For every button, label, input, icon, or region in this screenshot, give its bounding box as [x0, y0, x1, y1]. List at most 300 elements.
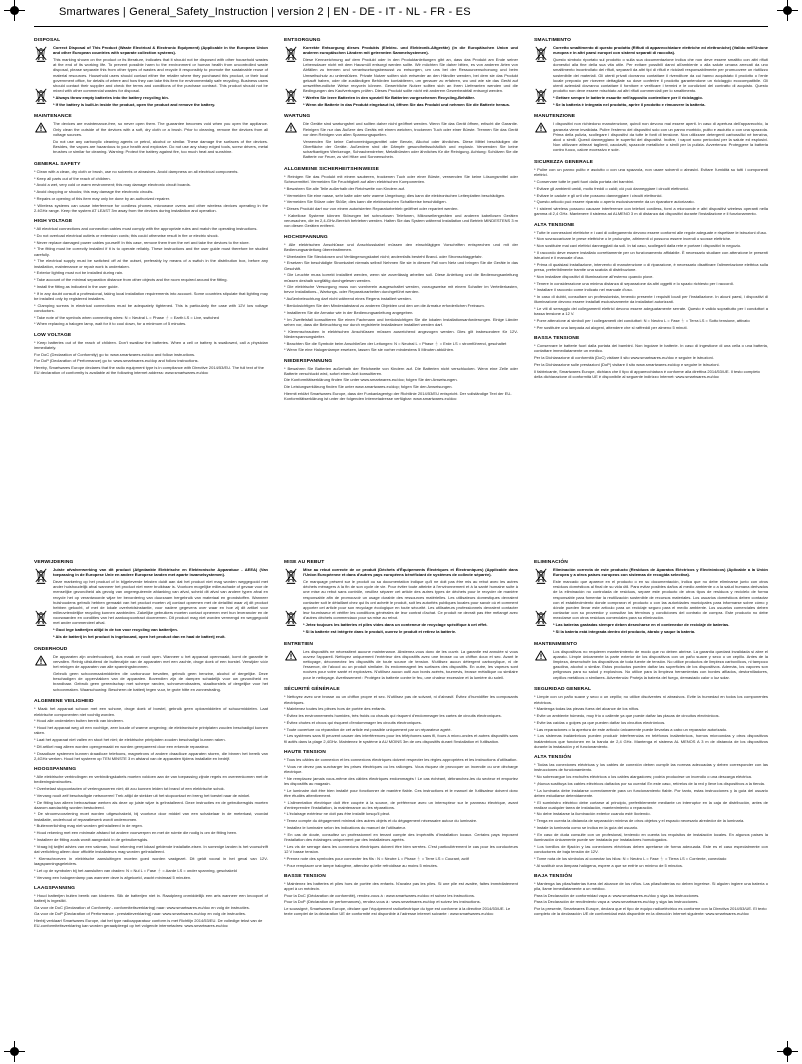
bullet-item: * Avoid a wet, very cold or warm environment; this may damage electronic circuit boards.: [34, 182, 191, 188]
text-column: [34, 169, 268, 213]
bullet-item: * The electrical supply must be switched off at the outset, preferably by means of a switch in the distribution box, before any installation, maintenance or repair work is undertaken.: [34, 258, 268, 269]
weee-bin-icon: [285, 568, 297, 584]
content-row-languages-en-de-it: [34, 38, 768, 403]
section-heading: ENTSORGUNG: [284, 38, 321, 43]
bullet-item: * Évitez chutes et chocs qui risquent d'endommager les circuits électroniques.: [284, 719, 422, 725]
weee-bin-icon: [35, 568, 47, 584]
bullet-item: * Evite las caídas o golpes ya que pueden dañar los circuitos electrónicos.: [534, 719, 666, 725]
section-body: [284, 121, 518, 161]
battery-recycling-bin-icon: [285, 88, 297, 104]
bullet-item: * Draadloze systemen kunnen draadloze telefoons, magnetrons of andere draadloze apparaten storen, die binnen het bereik van 2,4GHz werken. Houd het systeem op TEN MINSTE 3 m afstand van de apparaten tijdens installatie en bedrijf.: [34, 750, 268, 761]
bullet-item: * Evite un ambiente húmedo, muy frío o caliente ya que puede dañar las placas de circuitos electrónicos.: [534, 713, 720, 719]
bullet-item: * Maintenez les batteries et piles hors de portée des enfants. N'avalez pas les piles. Si une pile est avalée, faites immédiatement appel à un médecin.: [284, 880, 518, 891]
section-body: [284, 649, 518, 682]
section-heading: MAINTENANCE: [34, 114, 72, 120]
section-entsorgung: [284, 38, 518, 108]
section-heading: HAUTE TENSION: [284, 749, 326, 755]
content-row-languages-nl-fr-es: [34, 560, 768, 930]
icon-column: [534, 649, 548, 682]
section-body: [534, 230, 768, 331]
section-heading: HOCHSPANNUNG: [284, 234, 328, 240]
bullet-item: * Kabellose Systeme können Störungen bei schnurlosen Telefonen, Mikrowellengeräten und anderen kabellosen Geräten verursachen, die im 2,4-GHz-Bereich betrieben werden. Halten Sie das System während Installation und Betrieb MINDESTENS 3 m von diesen Geräten entfernt.: [284, 213, 518, 229]
section-heading: BASSA TENSIONE: [534, 336, 580, 342]
bullet-item: * Non sovraccaricare le prese elettriche o le prolunghe, altrimenti ci possono essere incendi o scosse elettriche.: [534, 236, 732, 242]
body-paragraph: Questo simbolo riportato sul prodotto o sulla sua documentazione indica che non deve essere smaltito con altri rifiuti domestici alla fine della sua vita utile. Per evitare possibili danni all'ambiente o alla salute umana arrecati da uno smaltimento incontrollato dei rifiuti, separarli da altri tipi di rifiuti e riciclarli responsabilmente per promuovere un riutilizzo sostenibile dei materiali. Gli utenti privati dovranno contattare il rivenditore da cui hanno acquistato il prodotto o l'ente locale preposto per ricevere dettagliate su dove conferire il prodotto garantendone un riciclaggio ecocompatibile. Gli utenti aziendali dovranno contattare il fornitore e verificare i termini e le condizioni del contratto di acquisto. Questo prodotto non deve essere mischiato ad altri rifiuti commerciali per lo smaltimento.: [553, 56, 768, 94]
section-heading: BAJA TENSIÓN: [534, 873, 573, 879]
language-block-fr: [284, 560, 518, 918]
body-paragraph: For DoP (Declaration of Performance) go to: www.smartwares.eu/dop and follow instructions.: [34, 358, 199, 364]
section-heading: DISPOSAL: [34, 38, 61, 43]
bullet-item: * Die Leuchte muss korrekt installiert werden, wenn sie zuverlässig arbeiten soll. Diese Anleitung und die Bedienungsanleitung müssen deshalb sorgfältig durchgelesen werden.: [284, 272, 518, 283]
section-body: [284, 567, 518, 636]
section-heading: ENTRETIEN: [284, 641, 314, 647]
section-heading: ALGEMENE VEILIGHEID: [34, 699, 94, 705]
bullet-item: * Installez le luminaire selon les indications du manuel de l'utilisateur.: [284, 825, 406, 831]
text-column: [553, 121, 768, 154]
bullet-item: * Prima di qualsiasi installazione, intervento di manutenzione o di riparazione, è necessario disattivare l'alimentazione elettrica sulla presa, preferibilmente tramite una scatola di distribuzione.: [534, 261, 768, 273]
bullet-item: * Maak het apparaat schoon met een schone, droge doek of borstel, gebruik geen oplosmiddelen of schuurmiddelen. Laat elektrische componenten niet vochtig worden.: [34, 706, 268, 717]
icon-column: [34, 654, 48, 694]
bullet-item: * Reinigen Sie das Produkt mit einem sauberen, trockenen Tuch oder einer Bürste, verwenden Sie keine Lösungsmittel oder Scheuermittel. Vermeiden Sie Feuchtigkeit auf allen elektrischen Komponenten.: [284, 173, 518, 185]
body-paragraph: I dispositivi non richiedono manutenzione, quindi non devono mai essere aperti. In caso di apertura dell'apparecchio, la garanzia viene invalidata. Pulire l'esterno dei dispositivi solo con un panno morbido, pulito e asciutto o con una spazzola. Prima della pulizia, scollegare i dispositivi da tutte le fonti di tensione. Non utilizzare detergenti carbossilici né benzina, alcol o simili. Questi danneggiano le superfici dei dispositivi. Inoltre, i vapori sono pericolosi per la salute ed esplosivi. Non utilizzare attrezzi taglienti, cacciaviti, spazzole metalliche o simili per la pulizia. Avvertenza: Proteggere la batteria contro fuoco, calore eccessivo e sole.: [553, 121, 768, 153]
bullet-item: * Ersetzen Sie beschädigte Stromkabel niemals selbst! Nehmen Sie sie in diesem Fall vom Netz und bringen Sie die Geräte in das Geschäft.: [284, 260, 518, 271]
header-rule: [34, 26, 768, 27]
body-paragraph: Die Leistungserklärung finden Sie unter www.smartwares.eu/dop; folgen Sie den Anweisungen.: [284, 384, 453, 390]
battery-recycling-bin-icon: [35, 88, 47, 104]
bullet-item: * The fitting must be correctly installed if it is to operate reliably. These instructions and the user guide must therefore be studied carefully.: [34, 246, 268, 257]
text-column: [534, 694, 768, 749]
bullet-item: * Los sistemas inalámbricos pueden producir interferencias en teléfonos inalámbricos, hornos microondas y otros dispositivos inalámbricos que funcionen en la banda de 2,4 GHz. Mantenga el sistema AL MENOS A 3 m de distancia de los dispositivos durante la instalación y el funcionamiento.: [534, 733, 768, 749]
bullet-item: * Klemmschrauben in elektrischen Anschlüssen müssen ausreichend angezogen werden. Dies gilt insbesondere für 12V-Niederspannungsleiter.: [284, 328, 518, 339]
body-paragraph: Deze markering op het product of in bijgeleverde teksten duidt aan dat het product niet mag worden weggegooid met ander huishoudelijk afval wanneer het product niet meer bruikbaar is. Voorkom mogelijke milieuschade of gevaar voor de menselijke gezondheid als gevolg van ongereguleerde afdanking van afval, scheid dit afval van andere typen afval en recycle het op verantwoorde wijze ter bevordering van duurzaam hergebruik van materiaal en grondstoffen. Wanneer huishoudens gebruik hebben gemaakt van het product moeten zij contact opnemen met de detaillist waar zij dit product hebben gekocht, of met de lokale overheidsinstantie, voor nadere gegevens over waar en hoe zij dit artikel voor milieuvriendelijke recycling kunnen aanbieden. Zakelijke gebruikers moeten contact opnemen met hun leverancier en de voorwaarden en condities van het aankoopcontract doornemen. Dit product mag niet worden vermengd en weggegooid met ander commercieel afval.: [53, 578, 268, 626]
bullet-item: * If the battery is built-in inside the product, open the product and remove the battery.: [53, 101, 216, 107]
body-paragraph: De apparaten zijn onderhoudsvrij, dus maak ze nooit open. Wanneer u het apparaat openmaakt, komt de garantie te vervallen. Reinig uitsluitend de buitenzijde van de apparaten met een zachte, droge doek of een borstel. Verwijder vóór het reinigen de apparaten van alle spanningsbronnen.: [53, 653, 268, 670]
bullet-item: * Do not overload electrical outlets or extension cords; this could otherwise result in fire or electric shock.: [34, 232, 219, 238]
section-body: [534, 167, 768, 216]
bullet-item: * Vermeiden Sie eine nasse, sehr kalte oder sehr warme Umgebung; dies kann die elektronischen Leiterplatten beschädigen.: [284, 192, 506, 198]
section-hoogspanning: [34, 767, 268, 880]
bullet-item: * Laat het apparaat niet vallen en stoot het niet; de elektrische printplaten zouden beschadigd kunnen raken.: [34, 737, 226, 743]
section-body: [34, 121, 268, 155]
bullet-item: * Al sustituir una lámpara halógena, espere a que se enfríe un mínimo de 5 minutos.: [534, 862, 683, 868]
bullet-item: * Tous les câbles de connexion et les connexions électriques doivent respecter les règles appropriées et les instructions d'utilisation.: [284, 756, 518, 762]
bullet-item: * No sobrecargue los enchufes eléctricos o los cables alargadores; podría producirse un incendio o una descarga eléctrica.: [534, 773, 752, 779]
section-heading: SICUREZZA GENERALE: [534, 160, 594, 166]
bullet-item: * Install the fitting as indicated in the user guide.: [34, 283, 119, 289]
bullet-item: * De stroomvoorziening moet worden uitgeschakeld, bij voorkeur door middel van een schakelaar in de meterkast, voordat installatie, onderhoud of reparatiewerk wordt ondernomen.: [34, 811, 268, 822]
text-column: [534, 167, 768, 216]
text-column: [303, 649, 518, 682]
section-conformity-note: [534, 893, 768, 917]
document-title: Smartwares | General_Safety_Instruction | version 2 | EN - DE - IT - NL - FR - ES: [59, 6, 471, 18]
bullet-item: * Houd rekening met een minimale afstand tot andere voorwerpen en met de ruimte die nodig is om de fitting heen.: [34, 830, 238, 836]
section-heading: VERWIJDERING: [34, 560, 74, 565]
section-maintenance: [34, 114, 268, 155]
bullet-item: * Le luminaire doit être bien installé pour fonctionner de manière fiable. Ces instructions et le manuel de l'utilisateur doivent donc être étudiés attentivement.: [284, 787, 518, 798]
bullet-item: * Prenez note des symboles pour connecter les fils : N = Neutre L = Phase ⏚ = Terre LS = Courant, actif: [284, 855, 469, 861]
section-heading: HIGH VOLTAGE: [34, 219, 73, 225]
bullet-item: * Alle elektrischen Anschlüsse und Anschlusskabel müssen den einschlägigen Vorschriften entsprechen und mit der Bedienungsanleitung übereinstimmen.: [284, 241, 518, 252]
bullet-item: * Wenn Sie eine Halogenlampe ersetzen, lassen Sie sie vorher mindestens 5 Minuten abkühlen.: [284, 347, 455, 353]
text-column: [284, 893, 518, 917]
section-body: [284, 757, 518, 868]
section-hochspannung: [284, 235, 518, 353]
section-body: [34, 340, 268, 350]
bullet-item: * Take note of the symbols when connecting wires: N = Neutral L = Phase ⏚ = Earth LS = Live, switched: [34, 314, 219, 320]
body-paragraph: Per la Dichiarazione sulle prestazioni (DoP) visitare il sito www.smartwares.eu/dop e seguire le istruzioni.: [534, 361, 720, 367]
bullet-item: * Nettoyez avec une brosse ou un chiffon propre et sec. N'utilisez pas de solvant, ni d'abrasif. Évitez d'humidifier les composants électriques.: [284, 694, 518, 705]
section-niederspannung: [284, 359, 518, 376]
bullet-item: * Porre attenzione ai simboli per i collegamenti dei conduttori: N = Neutro L = Fase ⏚ = Terra LS = Sotto tensione, attivato: [534, 318, 750, 324]
section-heading: BASSE TENSION: [284, 873, 326, 879]
icon-column: [34, 567, 48, 641]
bullet-item: * Las baterías gastadas siempre deben desecharse en el contenedor de reciclaje de baterías.: [553, 622, 730, 628]
body-paragraph: Ce marquage présent sur le produit ou sa documentation indique qu'il ne doit pas être mis au rebut avec les autres déchets ménagers à la fin de son cycle de vie. Pour éviter toute atteinte à l'environnement et à la santé humaine suite à une mise au rebut sans contrôle, veuillez séparer cet article des autres types de déchets pour le recycler de manière responsable afin de promouvoir un usage durable des ressources matérielles. Les utilisateurs domestiques devraient contacter soit le détaillant chez qui ils ont acheté le produit, soit les autorités publiques locales pour savoir où et comment apporter cet article pour son recyclage écologique en toute sécurité. Les utilisateurs professionnels devraient contacter leur fournisseur et vérifier les conditions générales de leur contrat d'achat. Ce produit ne devrait pas être mélangé avec d'autres déchets commerciaux pour sa mise au rebut.: [303, 578, 518, 621]
section-body: [284, 366, 518, 376]
registration-mark-bottom-left: [10, 1047, 19, 1056]
section-algemene-veiligheid: [34, 699, 268, 761]
section-body: [534, 881, 768, 891]
body-paragraph: Juiste afvalverwerking van dit product (Afgedankte Elektrische en Elektronische Apparatuur - AEEA) (Van toepassing in de Europese Unie en andere Europese landen met aparte inzamelsystemen).: [53, 567, 268, 578]
text-column: [553, 649, 768, 682]
body-paragraph: This marking shown on the product or its literature, indicates that it should not be disposed with other household wastes at the end of its working life. To prevent possible harm to the environment or human health from uncontrolled waste disposal, please separate this from other types of wastes and recycle it responsibly to promote the sustainable reuse of material resources. Household users should contact either the retailer where they purchased this product, or their local government office, for details of where and how they can take this item for environmentally safe recycling. Business users should contact their supplier and check the terms and conditions of the purchase contract. This product should not be mixed with other commercial wastes for disposal.: [53, 56, 268, 94]
section-conformity-note: [34, 905, 268, 929]
section-laagspanning: [34, 886, 268, 903]
bullet-item: * La luminaria debe instalarse correctamente para un funcionamiento fiable. Por tanto, estas instrucciones y la guía del usuario deben estudiarse detenidamente.: [534, 787, 768, 798]
text-column: [534, 893, 768, 917]
bullet-item: * Per sostituire una lampada ad alogeni, attendere che si raffreddi per almeno 5 minuti.: [534, 324, 688, 330]
bullet-item: * Evitare le cadute e gli urti che possono danneggiare i circuiti elettronici.: [534, 192, 663, 198]
bullet-item: * Questo articolo può essere riparato o aperto esclusivamente da un riparatore autorizzato.: [534, 199, 695, 205]
text-column: [34, 706, 268, 761]
bullet-item: * Non sostituire mai cavi elettrici danneggiati da soli. In tal caso, scollegarli dalla rete e portare i dispositivi in negozio.: [534, 243, 742, 249]
section-conformity-note: [284, 893, 518, 917]
body-paragraph: Hereby, Smartwares Europe declares that the radio equipment type is in compliance with Directive 2014/53/EU. The full text of the EU declaration of conformity is available at the following internet address: www.smartwares.eu/doc: [34, 365, 264, 376]
body-paragraph: Per la Dichiarazione di conformità (DoC) visitare il sito www.smartwares.eu/doc e seguire le istruzioni.: [534, 355, 714, 361]
bullet-item: * Non installare dispositivi di illuminazione all'esterno quando piove.: [534, 273, 654, 279]
bullet-item: * Als de batterij in het product is ingebouwd, open het product dan en haal de batterij eruit.: [53, 634, 226, 640]
bullet-item: * Todas las conexiones eléctricas y los cables de conexión deben cumplir las normas adecuadas y deben corresponder con las instrucciones de funcionamiento.: [534, 762, 768, 773]
registration-mark-top-left: [10, 6, 19, 15]
section-heading: HOOGSPANNING: [34, 766, 77, 772]
bullet-item: * Clamping screws in electrical connections must be adequately tightened. This is particularly the case with 12V low voltage conductors.: [34, 302, 268, 313]
section-body: [284, 45, 518, 108]
body-paragraph: Para la Declaración de conformidad vaya a: www.smartwares.eu/doc y siga las instrucciones.: [534, 892, 700, 898]
section-s-curit-g-n-rale: [284, 687, 518, 743]
section-bassa-tensione: [534, 336, 768, 353]
section-heading: MANUTENZIONE: [534, 114, 576, 120]
bullet-item: * Les systèmes sans fil peuvent causer des interférences pour les téléphones sans fil, fours à micro-ondes et autres dispositifs sans fil actifs dans la plage 2,4GHz. Maintenez le système à AU MOINS 3m de ces dispositifs durant l'installation et l'utilisation.: [284, 733, 518, 744]
bullet-item: * Conservare le batterie fuori dalla portata dei bambini. Non ingoiare le batterie. In caso di ingestione di una cella o una batteria, contattare immediatamente un medico.: [534, 343, 768, 354]
bullet-item: * Tome nota de los símbolos al conectar los hilos: N = Neutro L = Fase ⏚ = Tierra LS = Corriente, conectado: [534, 855, 727, 861]
icon-column: [34, 45, 48, 108]
registration-mark-bottom-right: [783, 1047, 792, 1056]
bullet-item: * Vervang nooit zelf beschadigde netsnoeren! Trek altijd de stekker uit het stopcontact en breng het toestel naar de winkel.: [34, 792, 251, 798]
text-column: [534, 355, 768, 379]
bullet-item: * Las reparaciones o la apertura de este artículo únicamente puede llevarlas a cabo un reparador autorizado.: [534, 726, 728, 732]
weee-bin-icon: [535, 568, 547, 584]
section-heading: ONDERHOUD: [34, 646, 68, 652]
text-column: [534, 762, 768, 868]
text-column: [34, 774, 268, 880]
bullet-item: * Maintenez toutes les pièces hors de portée des enfants.: [284, 706, 386, 712]
language-block-it: [534, 38, 768, 381]
section-body: [34, 226, 268, 327]
bullet-item: * Jetez toujours les batteries et piles vides dans un conteneur de recyclage spécifique à cet effet.: [303, 622, 488, 628]
section-heading: MANTENIMIENTO: [534, 641, 578, 647]
body-paragraph: For DoC (Declaration of Conformity) go to: www.smartwares.eu/doc and follow instructions.: [34, 351, 196, 357]
body-paragraph: Por la presente, Smartwares Europe, declara que el tipo de equipo radioeléctrico es conforme con la Directiva 2014/53/UE. El texto completo de la declaración UE de conformidad está disponible en la dirección Internet siguiente: www.smartwares.eu/doc: [534, 906, 767, 917]
section-body: [34, 654, 268, 694]
bullet-item: * Buitenverlichting mag niet worden geïnstalleerd in de regen.: [34, 823, 143, 829]
body-paragraph: Do not use any carboxylic cleaning agents or petrol, alcohol or similar. These damage the surfaces of the devices. Besides, the vapors are hazardous to your health and explosive. Do not use any sharp edged tools, screw drivers, metal brushes or similar for cleaning. Warning: Protect the battery against fire, too much heat and sunshine.: [53, 138, 268, 154]
section-heading: MISE AU REBUT: [284, 560, 325, 565]
body-paragraph: Hiermit erklärt Smartwares Europe, dass der Funkanlagentyp der Richtlinie 2014/53/EU entspricht. Der vollständige Text der EU-Konformitätserklärung ist unter der folgenden Internetadresse verfügbar: www.smartwares.eu/doc: [284, 391, 512, 402]
text-column: [534, 343, 768, 353]
icon-column: [534, 45, 548, 108]
bullet-item: * Alle elektrische verbindingen en verbindingskabels moeten voldoen aan de van toepassing zijnde regels en overeenkomen met de bedieningsinstructies.: [34, 773, 268, 785]
bullet-item: * Beachten Sie die Symbole beim Anschließen der Leitungen: N = Neutral L = Phase ⏚ = Erde LS = stromführend, geschaltet: [284, 340, 507, 346]
section-body: [284, 893, 518, 917]
section-disposal: [34, 38, 268, 108]
battery-recycling-bin-icon: [285, 610, 297, 626]
text-column: [553, 45, 768, 108]
section-body: [34, 893, 268, 903]
section-conformity-note: [284, 377, 518, 401]
language-block-en: [34, 38, 268, 377]
section-seguridad-general: [534, 687, 768, 749]
text-column: [284, 881, 518, 891]
icon-column: [34, 121, 48, 155]
section-body: [534, 343, 768, 353]
body-paragraph: Gebruik geen schoonmaakmiddelen die carbonzuur bevatten, gebruik geen benzine, alcohol of dergelijke. Deze beschadigen de oppervlakken van de apparaten. Bovendien zijn de dampen schadelijk voor uw gezondheid en brandbaar. Gebruik geen gereedschap met scherpe randen, schroevendraaiers, staalborstels of dergelijke voor het schoonmaken. Waarschuwing: Bescherm de batterij tegen vuur, te grote hitte en zonnestraling.: [53, 670, 268, 692]
section-body: [34, 774, 268, 880]
body-paragraph: Para la Declaración de rendimiento vaya a: www.smartwares.eu/dop y siga las instrucciones.: [534, 899, 699, 905]
section-body: [284, 377, 518, 401]
weee-bin-icon: [35, 46, 47, 62]
section-haute-tension: [284, 750, 518, 868]
section-body: [34, 706, 268, 761]
bullet-item: * L'alimentation électrique doit être coupée à la source, de préférence avec un interrupteur sur le panneau électrique, avant d'entreprendre l'installation, la maintenance ou les réparations.: [284, 799, 518, 810]
language-block-nl: [34, 560, 268, 930]
bullet-item: * Limpie con un paño suave y seco o un cepillo; no utilice disolventes ni abrasivos. Evite la humedad en todos los componentes eléctricos.: [534, 694, 768, 705]
body-paragraph: Die Konformitätserklärung finden Sie unter www.smartwares.eu/doc; folgen Sie den Anweisungen.: [284, 377, 458, 383]
section-body: [34, 45, 268, 108]
text-column: [34, 905, 268, 929]
bullet-item: * Instale la luminaria como se indica en la guía del usuario.: [534, 825, 639, 831]
warning-triangle-icon: [535, 650, 547, 661]
section-conformity-note: [534, 355, 768, 379]
bullet-item: * I sistemi wireless possono causare interferenze con telefoni cordless, forni a microonde e altri dispositivi wireless operanti nella gamma di 2,4 GHz. Mantenere il sistema ad ALMENO 3 m di distanza dai dispositivi durante l'installazione e il funzionamento.: [534, 206, 768, 217]
text-column: [534, 881, 768, 891]
bullet-item: * Avoid dropping or shocks; this may damage the electronic circuits.: [34, 189, 154, 195]
bullet-item: * Exterior lighting must not be installed during rain.: [34, 270, 124, 276]
bullet-item: * Houd alle onderdelen buiten bereik van kinderen.: [34, 718, 124, 724]
body-paragraph: Verwenden Sie keine Carbonreinigungsmittel oder Benzin, Alkohol oder ähnliches. Diese Mittel beschädigen die Oberfläche der Geräte. Außerdem sind die Dämpfe gesundheitsschädlich und explosiv. Verwenden Sie keine scharfkantigen Werkzeuge, Schraubendreher, Metallbürsten oder ähnliches für die Reinigung. Achtung: Schützen Sie die Batterie vor Feuer, zu viel Hitze und Sonnenschein.: [303, 138, 518, 160]
bullet-item: * Los tornillos de fijación y las conexiones eléctricas deben apretarse de forma adecuada. Este es el caso especialmente con conductores de baja tensión de 12V.: [534, 843, 768, 854]
bullet-item: * Installare il raccordo come indicato nel manuale d'uso.: [534, 287, 633, 293]
text-column: [553, 567, 768, 636]
body-paragraph: Pour la DoC (Déclaration de conformité), rendez-vous à : www.smartwares.eu/doc et suivez les instructions.: [284, 892, 475, 898]
bullet-item: * All electrical connections and connection cables must comply with the appropriate rules and match the operating instructions.: [34, 226, 258, 232]
bullet-item: * Wireless systems can cause interference for cordless phones, microwave ovens and other wireless devices operating in the 2.4GHz range. Keep the system AT LEAST 3m away from the devices during installation and operation.: [34, 202, 268, 213]
bullet-item: * Vous ne devez pas surcharger les prises électriques ou les rallonges. Vous risquez de provoquer un incendie ou une décharge électrique.: [284, 763, 518, 774]
bullet-item: * El suministro eléctrico debe cortarse al principio, preferiblemente mediante un interruptor en la caja de distribución, antes de realizar cualquier tarea de instalación, mantenimiento o reparación.: [534, 799, 768, 810]
section-sicurezza-generale: [534, 160, 768, 216]
body-paragraph: Ga voor de DoP (Declaration of Performance - prestatieverklaring) naar: www.smartwares.eu/dop en volg de instructies.: [34, 911, 247, 917]
bullet-item: * Installeer de fitting zoals wordt aangeduid in de gebruikersgids.: [34, 837, 149, 842]
bullet-item: * When replacing a halogen lamp, wait for it to cool down, for a minimum of 5 minutes.: [34, 321, 187, 327]
bullet-item: * Conservare tutte le parti fuori dalla portata dei bambini.: [534, 179, 635, 185]
section-wartung: [284, 114, 518, 161]
text-column: [34, 340, 268, 350]
bullet-item: * Tenere in considerazione una minima distanza di separazione da altri oggetti e lo spazio richiesto per i raccordi.: [534, 280, 734, 286]
bullet-item: * Berücksichtigen Sie den Mindestabstand zu anderen Objekten und den um die Armatur erforderlichen Freiraum.: [284, 303, 485, 309]
bullet-item: * Évitez les environnements humides, très froids ou chauds qui risquent d'endommager les cartes de circuits électroniques.: [284, 713, 502, 719]
text-column: [53, 45, 268, 108]
bullet-item: * Vermeiden Sie Stürze oder Stöße; dies kann die elektronischen Schaltkreise beschädigen.: [284, 199, 447, 205]
section-body: [534, 694, 768, 749]
bullet-item: * Wenn die Batterie in das Produkt eingebaut ist, öffnen Sie das Produkt und nehmen Sie die Batterie heraus.: [303, 101, 511, 107]
bullet-item: * En cas de doute, consultez un professionnel en tenant compte des impératifs d'installation locaux. Certains pays imposent l'installation des éclairages uniquement par des installateurs agréés.: [284, 831, 518, 842]
body-paragraph: Pour la DoP (Déclaration de performances), rendez-vous à : www.smartwares.eu/dop et suivez les instructions.: [284, 899, 481, 905]
section-entretien: [284, 642, 518, 682]
bullet-item: * Keep batteries out of the reach of children. Don't swallow the batteries. When a cell or battery is swallowed, call a physician immediately.: [34, 339, 268, 350]
bullet-item: * Clean with a clean, dry cloth or brush, use no solvents or abrasives. Avoid dampness on all electrical components.: [34, 168, 239, 174]
section-body: [534, 567, 768, 636]
body-paragraph: Ga voor de DoC (Declaration of Conformity - conformiteitsverklaring) naar: www.smartwares.eu/doc en volg de instructies.: [34, 904, 250, 910]
bullet-item: * Die elektrische Versorgung muss von vornherein ausgeschaltet werden, vorzugsweise mit einem Schalter im Verteilerkasten, bevor Installations-, Wartungs- oder Reparaturarbeiten durchgeführt werden.: [284, 284, 518, 295]
section-mise-au-rebut: [284, 560, 518, 636]
icon-column: [284, 649, 298, 682]
warning-triangle-icon: [535, 122, 547, 133]
bullet-item: * Installieren Sie die Armatur wie in der Bedienungsanleitung angegeben.: [284, 309, 414, 315]
bullet-item: * Vervang een halogeenlamp pas wanneer deze is afgekoeld, wacht minimaal 5 minuten.: [34, 874, 192, 880]
bullet-item: * Overbelast stopcontacten of verlengsnoeren niet; dit zou kunnen leiden tot brand of een elektrische schok.: [34, 785, 225, 791]
section-body: [34, 567, 268, 641]
bullet-item: * Always throw empty batteries into the battery recycling bin.: [53, 94, 169, 100]
section-onderhoud: [34, 647, 268, 694]
warning-triangle-icon: [35, 655, 47, 666]
language-block-de: [284, 38, 518, 403]
battery-recycling-bin-icon: [535, 610, 547, 626]
section-mantenimiento: [534, 642, 768, 682]
text-column: [284, 757, 518, 868]
body-paragraph: Correct Disposal of This Product (Waste Electrical & Electronic Equipment) (Applicable in the European Union and other European countries with separate collection systems).: [53, 45, 268, 56]
bullet-item: * Außenbeleuchtung darf nicht während eines Regens installiert werden.: [284, 296, 412, 302]
section-low-voltage: [34, 333, 268, 350]
section-body: [534, 355, 768, 379]
section-heading: LAAGSPANNING: [34, 885, 76, 891]
weee-bin-icon: [535, 46, 547, 62]
bullet-item: * Repairs or opening of this item may only be done by an authorized repairer.: [34, 195, 171, 201]
bullet-item: * Überlasten Sie Steckdosen und Verlängerungskabel nicht; andernfalls besteht Brand- oder Stromschlaggefahr.: [284, 253, 483, 259]
bullet-item: * Gettare sempre le batterie esaurite nell'apposito contenitore per il riciclaggio.: [553, 94, 703, 100]
icon-column: [534, 567, 548, 636]
bullet-item: * Houd het apparaat weg uit een vochtige, zeer koude of warme omgeving; de elektronische printplaten zouden beschadigd kunnen raken.: [34, 725, 268, 736]
bullet-item: * Keep all parts out of the reach of children.: [34, 175, 111, 181]
battery-recycling-bin-icon: [535, 88, 547, 104]
text-column: [534, 230, 768, 331]
bullet-item: * ¡Nunca sustituya los cables eléctricos dañados por su cuenta! En este caso, retírelos de la red y lleve los dispositivos a la tienda.: [534, 780, 766, 786]
bullet-item: * Im Zweifelsfall konsultieren Sie einen Fachmann und berücksichtigen Sie die lokalen Installationsanforderungen. Einige Länder sehen vor, dass die Beleuchtung nur durch registrierte Installateure installiert werden darf.: [284, 316, 518, 327]
text-column: [284, 694, 518, 743]
bullet-item: * Se la batteria è integrata nel prodotto, aprire il prodotto e rimuovere la batteria.: [553, 101, 706, 107]
bullet-item: * Pour remplacer une lampe halogène, attendez qu'elle refroidisse au moins 5 minutes.: [284, 862, 438, 868]
text-column: [284, 242, 518, 353]
body-paragraph: Corretto smaltimento di questo prodotto (Rifiuti di apparecchiature elettriche ed elettroniche) (Valido nell'Unione europea e in altri paesi europei con sistemi separati di raccolta).: [553, 45, 768, 56]
text-column: [53, 654, 268, 694]
section-heading: GENERAL SAFETY: [34, 161, 81, 167]
section-heading: ALLGEMEINE SICHERHEITSHINWEISE: [284, 166, 379, 172]
bullet-item: * Houd batterijen buiten bereik van kinderen. Slik de batterijen niet in. Raadpleeg onmiddellijk een arts wanneer een knoopcel of batterij is ingeslikt.: [34, 892, 268, 903]
section-body: [34, 169, 268, 213]
body-paragraph: Les dispositifs ne nécessitent aucune maintenance. Abstenez-vous donc de les ouvrir. La garantie est annulée si vous ouvrez l'appareil. Nettoyez uniquement l'extérieur des dispositifs avec une brosse ou un chiffon doux et sec. Avant le nettoyage, déconnectez les dispositifs de toute source de tension. N'utilisez aucun détergent carboxylique, ni de l'essence, de l'alcool ou un produit similaire. Ils endommagent les surfaces des dispositifs. En outre, les vapeurs sont nocives pour votre santé et explosives. N'utilisez aucun outil aux bords acérés, tournevis, brosse métallique ou similaire pour le nettoyage. Avertissement : Protégez la batterie contre le feu, une chaleur excessive et la lumière du soleil.: [303, 648, 518, 680]
section-conformity-note: [34, 352, 268, 376]
section-heading: ALTA TENSIONE: [534, 222, 575, 228]
warning-triangle-icon: [35, 122, 47, 133]
body-paragraph: Il fabbricante, Smartwares Europe, dichiara che il tipo di apparecchiatura è conforme alla direttiva 2014/53/UE. Il testo completo della dichiarazione di conformità UE è disponibile al seguente indirizzo Internet: www.smartwares.eu/doc: [534, 368, 760, 379]
text-column: [284, 377, 518, 401]
registration-mark-top-right: [783, 6, 792, 15]
section-body: [284, 242, 518, 353]
icon-column: [284, 121, 298, 161]
bullet-item: * Si la batterie est intégrée dans le produit, ouvrez le produit et retirez la batterie.: [303, 628, 457, 634]
section-general-safety: [34, 162, 268, 213]
bullet-item: * Toute ouverture ou réparation de cet article est possible uniquement par un réparateur agréé.: [284, 726, 452, 732]
body-paragraph: Diese Kennzeichnung auf dem Produkt oder in den Produktanleitungen gibt an, dass das Produkt am Ende seiner Lebensdauer nicht mit dem Hausmüll entsorgt werden sollte. Wir möchten Sie daher bitten, es von anderen Arten von Abfällen zu trennen und verantwortungsbewusst zu entsorgen, um uns bei der Ressourcenschonung und beim Umweltschutz zu unterstützen. Private Nutzer sollten sich entweder an den Händler wenden, bei dem sie das Produkt gekauft haben, oder die zuständigen Behörden kontaktieren, um genauer zu erfahren, wo und wie sie das Gerät auf umweltfreundliche Weise recyceln können. Gewerbliche Nutzer sollten sich an ihren Lieferanten wenden und die Bedingungen des Kaufvertrages prüfen. Dieses Produkt sollte nicht mit anderem Gewerbeabfall entsorgt werden.: [303, 56, 518, 94]
section-body: [534, 121, 768, 154]
section-body: [284, 174, 518, 229]
text-column: [53, 121, 268, 155]
bullet-item: * No debe instalarse la iluminación exterior cuando esté lloviendo.: [534, 811, 651, 817]
icon-column: [284, 45, 298, 108]
bullet-item: * Tenga en cuenta la distancia de separación mínima de otros objetos y el espacio necesario alrededor de la luminaria.: [534, 818, 745, 824]
section-body: [284, 694, 518, 743]
bullet-item: * Les vis de serrage dans les connexions électriques doivent être bien serrées. C'est particulièrement le cas pour les conducteurs 12 V basse tension.: [284, 843, 518, 854]
bullet-item: * If in any doubt consult a professional, taking local installation requirements into account. Some countries stipulate that lighting may be installed only by registered installers.: [34, 290, 268, 301]
section-body: [534, 649, 768, 682]
section-manutenzione: [534, 114, 768, 154]
section-heading: WARTUNG: [284, 114, 311, 120]
text-column: [303, 45, 518, 108]
bullet-item: * Never replace damaged power cables yourself! In this case, remove them from the net and take the devices to the store.: [34, 239, 250, 245]
bullet-item: * Il raccordo deve essere installato correttamente per un funzionamento affidabile. È necessario studiare con attenzione le presenti istruzioni e il manuale d'uso.: [534, 249, 768, 261]
language-block-es: [534, 560, 768, 918]
section-alta-tensi-n: [534, 755, 768, 868]
section-alta-tensione: [534, 223, 768, 331]
body-paragraph: Eliminación correcta de este producto (Residuos de Aparatos Eléctricos y Electrónicos) (Aplicable a la Unión Europea y a otros países europeos con sistemas de recogida selectiva).: [553, 567, 768, 578]
body-paragraph: Korrekte Entsorgung dieses Produkts (Elektro- und Elektronik-Altgeräte) (in die Europäischen Union und anderen europäischen Ländern mit getrennten Sammelsystemen).: [303, 45, 518, 56]
section-body: [284, 881, 518, 891]
body-paragraph: Le soussigné, Smartwares Europe, déclare que l'équipement radioélectrique du type est conforme à la directive 2014/53/UE. Le texte complet de la déclaration UE de conformité est disponible à l'adresse internet suivante : www.smartwares.eu/doc: [284, 906, 511, 917]
body-paragraph: Mise au rebut correcte de ce produit (Déchets d'Équipements Électriques et Électroniques) (Applicable dans l'Union Européenne et dans d'autres pays européens bénéficiant de systèmes de collecte séparée).: [303, 567, 518, 578]
text-column: [284, 174, 518, 229]
bullet-item: * Tenez compte du dégagement minimal des autres objets et du dégagement nécessaire autour du luminaire.: [284, 818, 478, 824]
section-heading: NIEDERSPANNUNG: [284, 358, 333, 364]
icon-column: [534, 121, 548, 154]
icon-column: [284, 567, 298, 636]
section-verwijdering: [34, 560, 268, 641]
bullet-item: * Tutte le connessioni elettriche e i cavi di collegamento devono essere conformi alle regole adeguate e rispettare le istruzioni d'uso.: [534, 229, 768, 235]
body-paragraph: Hierbij verklaart Smartwares Europe, dat het type radioapparatuur conform is met Richtlijn 2014/53/EU. De volledige tekst van de EU-conformiteitsverklaring kan worden geraadpleegd op het volgende internetadres: www.smartwares.eu/doc: [34, 918, 263, 929]
bullet-item: * L'éclairage extérieur ne doit pas être installé lorsqu'il pleut.: [284, 811, 391, 817]
bullet-item: * Si la batería está integrada dentro del producto, ábralo y saque la batería.: [553, 628, 696, 634]
text-column: [34, 352, 268, 376]
section-heading: ELIMINACIÓN: [534, 560, 568, 565]
section-basse-tension: [284, 874, 518, 891]
section-body: [534, 762, 768, 868]
